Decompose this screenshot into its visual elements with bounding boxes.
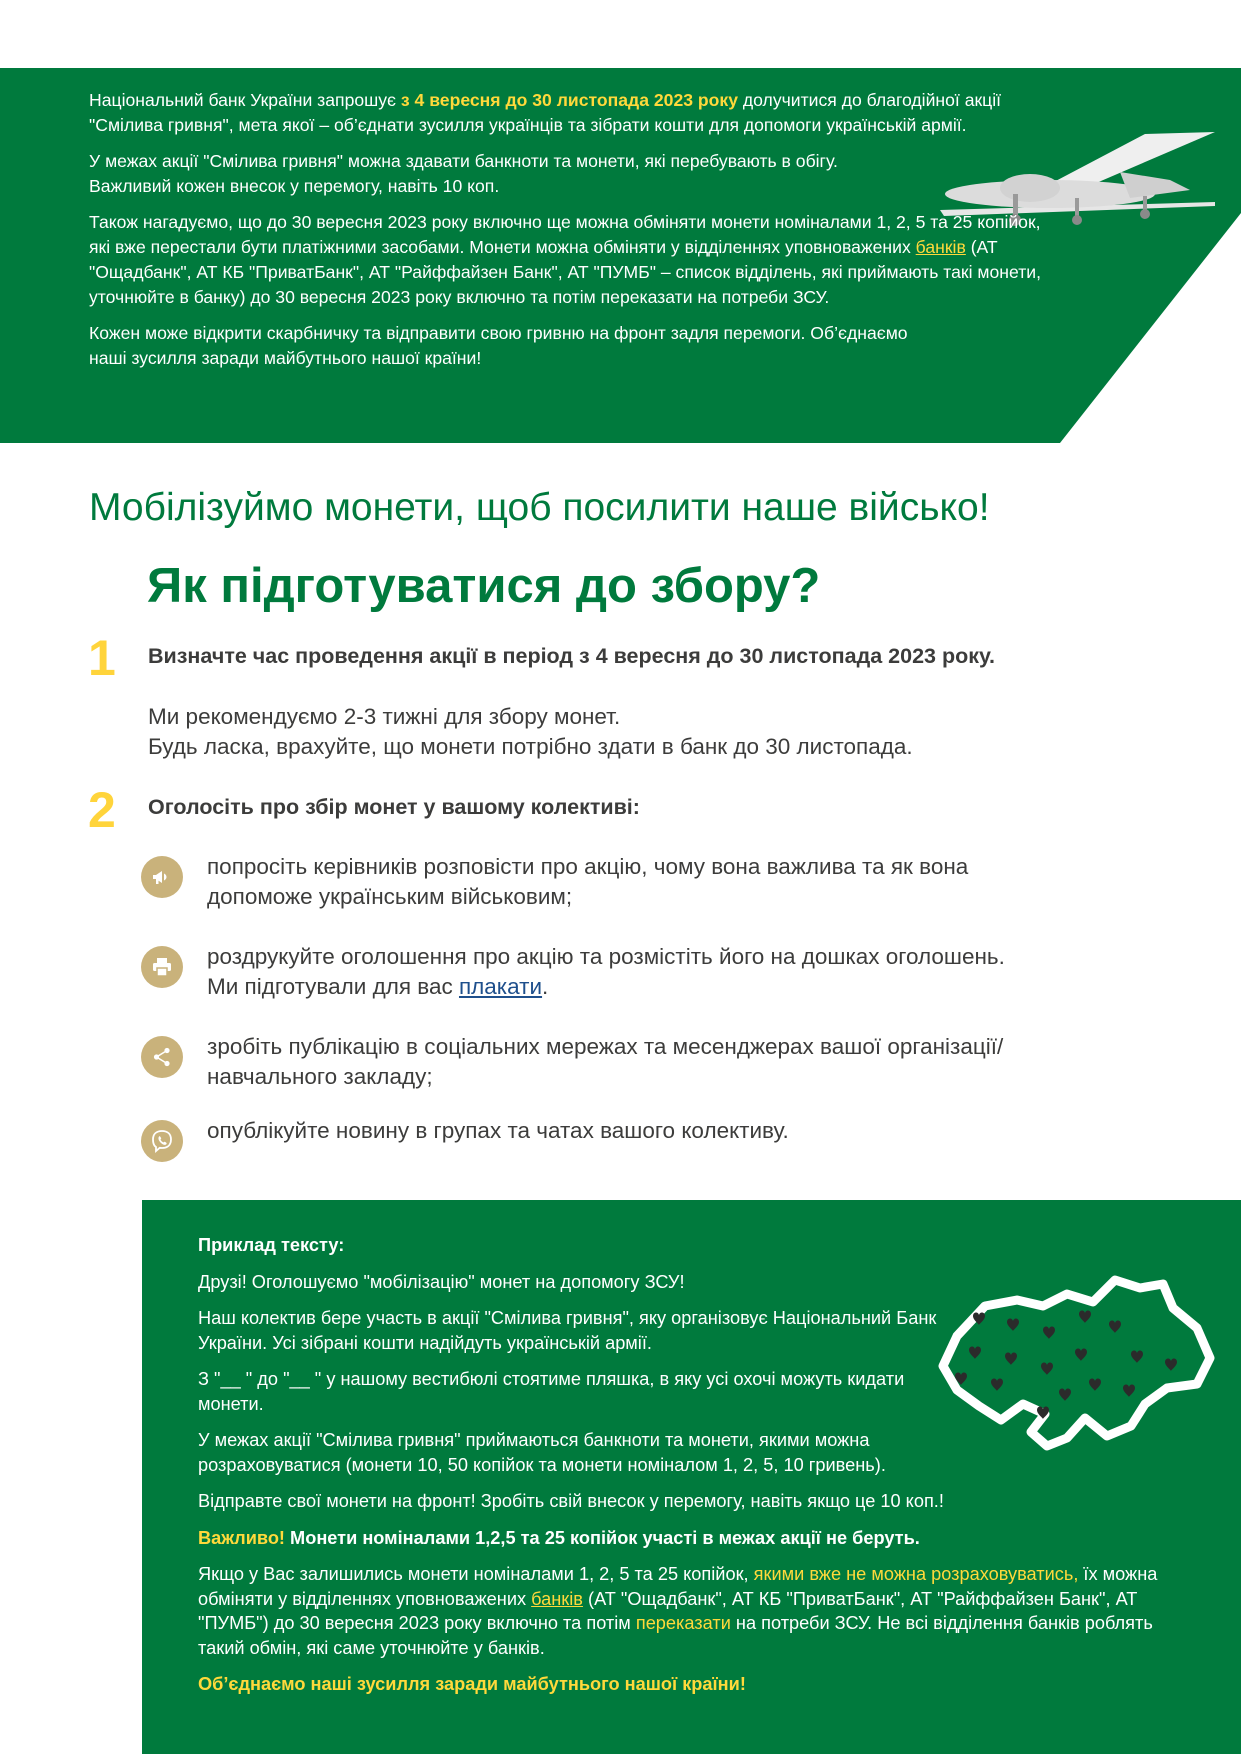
step-title: Оголосіть про збір монет у вашому колективі: bbox=[148, 795, 640, 819]
step-title: Визначте час проведення акції в період з 4 вересня до 30 листопада 2023 року. bbox=[148, 644, 996, 668]
example-paragraph: Наш колектив бере участь в акції "Смілива гривня", яку організовує Національний Банк України. Усі зібрані кошти надійдуть українській армії. bbox=[198, 1308, 937, 1353]
example-paragraph: У межах акції "Смілива гривня" приймаються банкноти та монети, якими можна розраховуватися (монети 10, 50 копійок та монети номіналом 1, 2, 5, 10 гривень). bbox=[198, 1430, 886, 1475]
example-paragraph: Відправте свої монети на фронт! Зробіть свій внесок у перемогу, навіть якщо це 10 коп.! bbox=[198, 1491, 944, 1511]
step-number: 1 bbox=[88, 630, 116, 686]
example-closing: Об’єднаємо наші зусилля заради майбутнього нашої країни! bbox=[198, 1674, 746, 1694]
intro-paragraph: Також нагадуємо, що до 30 вересня 2023 року включно ще можна обміняти монети номіналами 1, 2, 5 та 25 копійок, які вже перестали бути платіжними засобами. Монети можна обміняти у відділеннях уповноважених банків (АТ "Ощадбанк", АТ КБ "ПриватБанк", АТ "Райффайзен Банк", АТ "ПУМБ" – список відділень, які приймають такі монети, уточнюйте в банку) до 30 вересня 2023 року включно та потім переказати на потреби ЗСУ. bbox=[89, 212, 1041, 307]
intro-paragraph: У межах акції "Смілива гривня" можна здавати банкноти та монети, які перебувають в обігу. Важливий кожен внесок у перемогу, навіть 10 коп. bbox=[89, 151, 838, 196]
page-subtitle: Мобілізуймо монети, щоб посилити наше військо! bbox=[89, 486, 990, 529]
step-description: Ми рекомендуємо 2-3 тижні для збору монет. Будь ласка, врахуйте, що монети потрібно здати в банк до 30 листопада. bbox=[148, 704, 913, 759]
example-text bbox=[198, 1233, 1178, 1709]
share-icon bbox=[141, 1036, 183, 1078]
intro-banner bbox=[0, 68, 1241, 443]
viber-icon bbox=[141, 1120, 183, 1162]
megaphone-icon bbox=[141, 856, 183, 898]
example-paragraph: З "__ " до "__ " у нашому вестибюлі стоятиме пляшка, в яку усі охочі можуть кидати монети. bbox=[198, 1369, 905, 1414]
date-range-highlight: з 4 вересня до 30 листопада 2023 року bbox=[400, 90, 738, 110]
intro-text bbox=[89, 88, 1049, 382]
intro-paragraph: Національний банк України запрошує з 4 вересня до 30 листопада 2023 року долучитися до благодійної акції "Смілива гривня", мета якої – об’єднати зусилля українців та зібрати кошти для допомоги українській армії. bbox=[89, 90, 1002, 135]
intro-paragraph: Кожен може відкрити скарбничку та відправити свою гривню на фронт задля перемоги. Об’єднаємо наші зусилля заради майбутнього нашої країни! bbox=[89, 323, 908, 368]
list-item-text: опублікуйте новину в групах та чатах вашого колективу. bbox=[207, 1118, 789, 1143]
list-item bbox=[141, 1116, 1021, 1180]
banks-link[interactable]: банків bbox=[915, 237, 966, 257]
example-paragraph: Друзі! Оголошуємо "мобілізацію" монет на допомогу ЗСУ! bbox=[198, 1271, 685, 1292]
example-paragraph: Якщо у Вас залишились монети номіналами 1, 2, 5 та 25 копійок, якими вже не можна розраховуватись, їх можна обміняти у відділеннях уповноважених банків (АТ "Ощадбанк", АТ КБ "ПриватБанк", АТ "Райффайзен Банк", АТ "ПУМБ") до 30 вересня 2023 року включно та потім переказати на потреби ЗСУ. Не всі відділення банків роблять такий обмін, які саме уточнюйте у банків. bbox=[198, 1564, 1158, 1658]
list-item-text: зробіть публікацію в соціальних мережах та месенджерах вашої організації/навчального закладу; bbox=[207, 1034, 1004, 1089]
example-important-note: Важливо! Монети номіналами 1,2,5 та 25 копійок участі в межах акції не беруть. bbox=[198, 1527, 920, 1548]
example-text-block bbox=[142, 1200, 1241, 1754]
list-item bbox=[141, 852, 1021, 916]
list-item bbox=[141, 942, 1021, 1006]
list-item-text: роздрукуйте оголошення про акцію та розмістіть його на дошках оголошень. Ми підготували для вас плакати. bbox=[207, 944, 1005, 999]
list-item-text: попросіть керівників розповісти про акцію, чому вона важлива та як вона допоможе українським військовим; bbox=[207, 854, 969, 909]
page-title: Як підготуватися до збору? bbox=[147, 559, 821, 613]
list-item bbox=[141, 1032, 1021, 1096]
example-heading: Приклад тексту: bbox=[198, 1235, 345, 1255]
banks-link[interactable]: банків bbox=[531, 1588, 583, 1609]
printer-icon bbox=[141, 946, 183, 988]
step-number: 2 bbox=[88, 782, 116, 838]
posters-link[interactable]: плакати bbox=[458, 974, 543, 999]
